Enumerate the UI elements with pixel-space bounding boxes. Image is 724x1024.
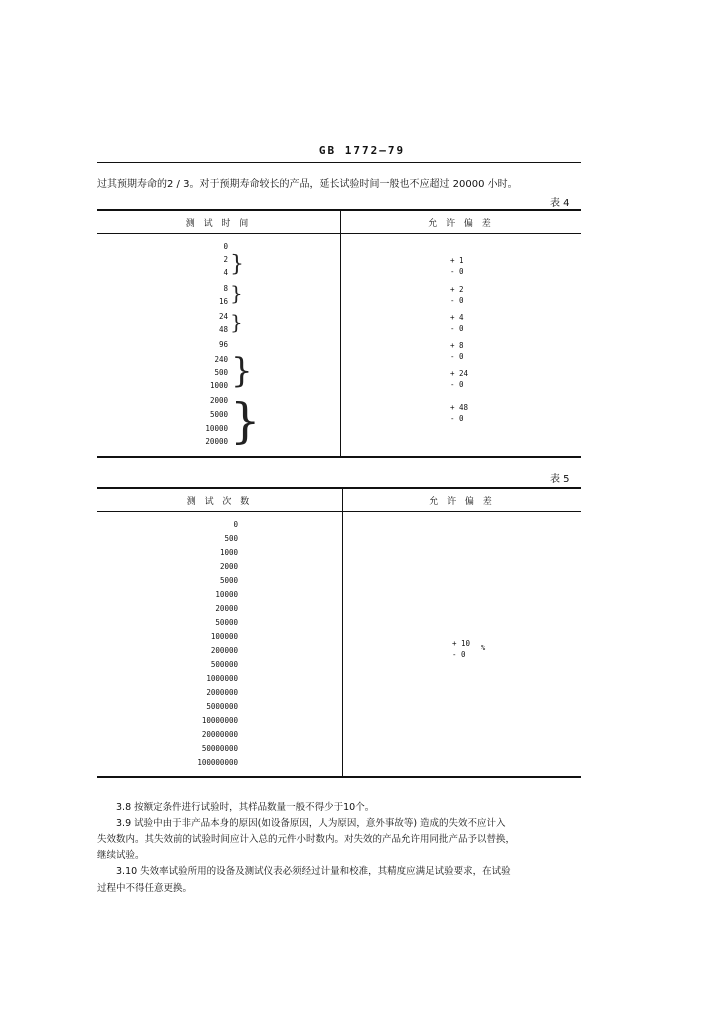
table5-top-rule bbox=[97, 487, 581, 489]
paragraph-3-9-line3: 继续试验。 bbox=[97, 850, 145, 861]
table-cell: 16 bbox=[218, 297, 228, 306]
table-cell: 10000000 bbox=[201, 716, 238, 725]
table4-header-rule bbox=[97, 233, 581, 234]
tolerance-cell: + 10 - 0 bbox=[452, 639, 471, 659]
table-cell: 100000000 bbox=[197, 758, 238, 767]
table-cell: 5000 bbox=[209, 410, 228, 419]
table4-col2-header: 允 许 偏 差 bbox=[428, 219, 494, 229]
table-cell: 2 bbox=[223, 255, 228, 264]
table-cell: 2000 bbox=[219, 562, 238, 571]
table-cell: 48 bbox=[218, 325, 228, 334]
table-cell: 4 bbox=[223, 268, 228, 277]
table4-bottom-rule bbox=[97, 456, 581, 458]
table-cell: 20000 bbox=[215, 604, 238, 613]
brace-icon: } bbox=[230, 393, 261, 449]
table-cell: 2000000 bbox=[206, 688, 238, 697]
table5-bottom-rule bbox=[97, 776, 581, 778]
table-cell: 1000000 bbox=[206, 674, 238, 683]
brace-icon: } bbox=[230, 252, 244, 277]
table5-col1-header: 测 试 次 数 bbox=[186, 497, 253, 507]
paragraph-3-10-line1: 3.10 失效率试验所用的设备及测试仪表必须经过计量和校准，其精度应满足试验要求，在试验 bbox=[116, 866, 511, 877]
table-cell: 500000 bbox=[210, 660, 238, 669]
brace-icon: } bbox=[231, 351, 253, 391]
table-cell: 10000 bbox=[205, 424, 228, 433]
table-cell: 50000000 bbox=[201, 744, 238, 753]
table-cell: 5000000 bbox=[206, 702, 238, 711]
table5-header-rule bbox=[97, 511, 581, 512]
table-cell: 8 bbox=[223, 284, 228, 293]
tolerance-cell: + 2 - 0 bbox=[450, 285, 464, 305]
tolerance-cell: + 1 - 0 bbox=[450, 256, 464, 276]
table-cell: 96 bbox=[218, 340, 228, 349]
table4-col1-header: 测 试 时 间 bbox=[185, 219, 252, 229]
table-cell: 24 bbox=[218, 312, 228, 321]
table-cell: 1000 bbox=[219, 548, 238, 557]
table-cell: 0 bbox=[223, 242, 228, 251]
table5-caption: 表 5 bbox=[550, 474, 570, 485]
tolerance-cell: + 4 - 0 bbox=[450, 313, 464, 333]
tolerance-unit: % bbox=[481, 644, 486, 652]
table4-caption: 表 4 bbox=[550, 198, 570, 209]
paragraph-3-8: 3.8 按额定条件进行试验时，其样品数量一般不得少于10个。 bbox=[116, 802, 375, 813]
table-cell: 5000 bbox=[219, 576, 238, 585]
table-cell: 100000 bbox=[210, 632, 238, 641]
brace-icon: } bbox=[230, 281, 243, 305]
tolerance-cell: + 8 - 0 bbox=[450, 341, 464, 361]
paragraph-3-9-line1: 3.9 试验中由于非产品本身的原因(如设备原因，人为原因，意外事故等) 造成的失效不应计入 bbox=[116, 818, 506, 829]
table-cell: 20000000 bbox=[201, 730, 238, 739]
table-cell: 1000 bbox=[209, 381, 228, 390]
table-cell: 500 bbox=[214, 368, 228, 377]
table5-divider bbox=[342, 487, 343, 777]
table-cell: 240 bbox=[214, 355, 228, 364]
table-cell: 20000 bbox=[205, 437, 228, 446]
table4-divider bbox=[340, 209, 341, 457]
paragraph-3-9-line2: 失效数内。其失效前的试验时间应计入总的元件小时数内。对失效的产品允许用同批产品予以替换， bbox=[97, 834, 516, 845]
table-cell: 500 bbox=[224, 534, 238, 543]
document-header: GB 1772—79 bbox=[318, 144, 406, 157]
header-rule bbox=[97, 162, 581, 163]
table-cell: 2000 bbox=[209, 396, 228, 405]
table-cell: 0 bbox=[233, 520, 238, 529]
tolerance-cell: + 24 - 0 bbox=[450, 369, 469, 389]
table-cell: 10000 bbox=[215, 590, 238, 599]
table-cell: 50000 bbox=[215, 618, 238, 627]
paragraph-3-10-line2: 过程中不得任意更换。 bbox=[97, 883, 193, 894]
tolerance-cell: + 48 - 0 bbox=[450, 403, 469, 423]
table-cell: 200000 bbox=[210, 646, 238, 655]
table4-top-rule bbox=[97, 209, 581, 211]
brace-icon: } bbox=[230, 310, 243, 334]
table5-col2-header: 允 许 偏 差 bbox=[429, 497, 495, 507]
intro-line: 过其预期寿命的2 / 3。对于预期寿命较长的产品，延长试验时间一般也不应超过 20000 小时。 bbox=[97, 179, 518, 190]
